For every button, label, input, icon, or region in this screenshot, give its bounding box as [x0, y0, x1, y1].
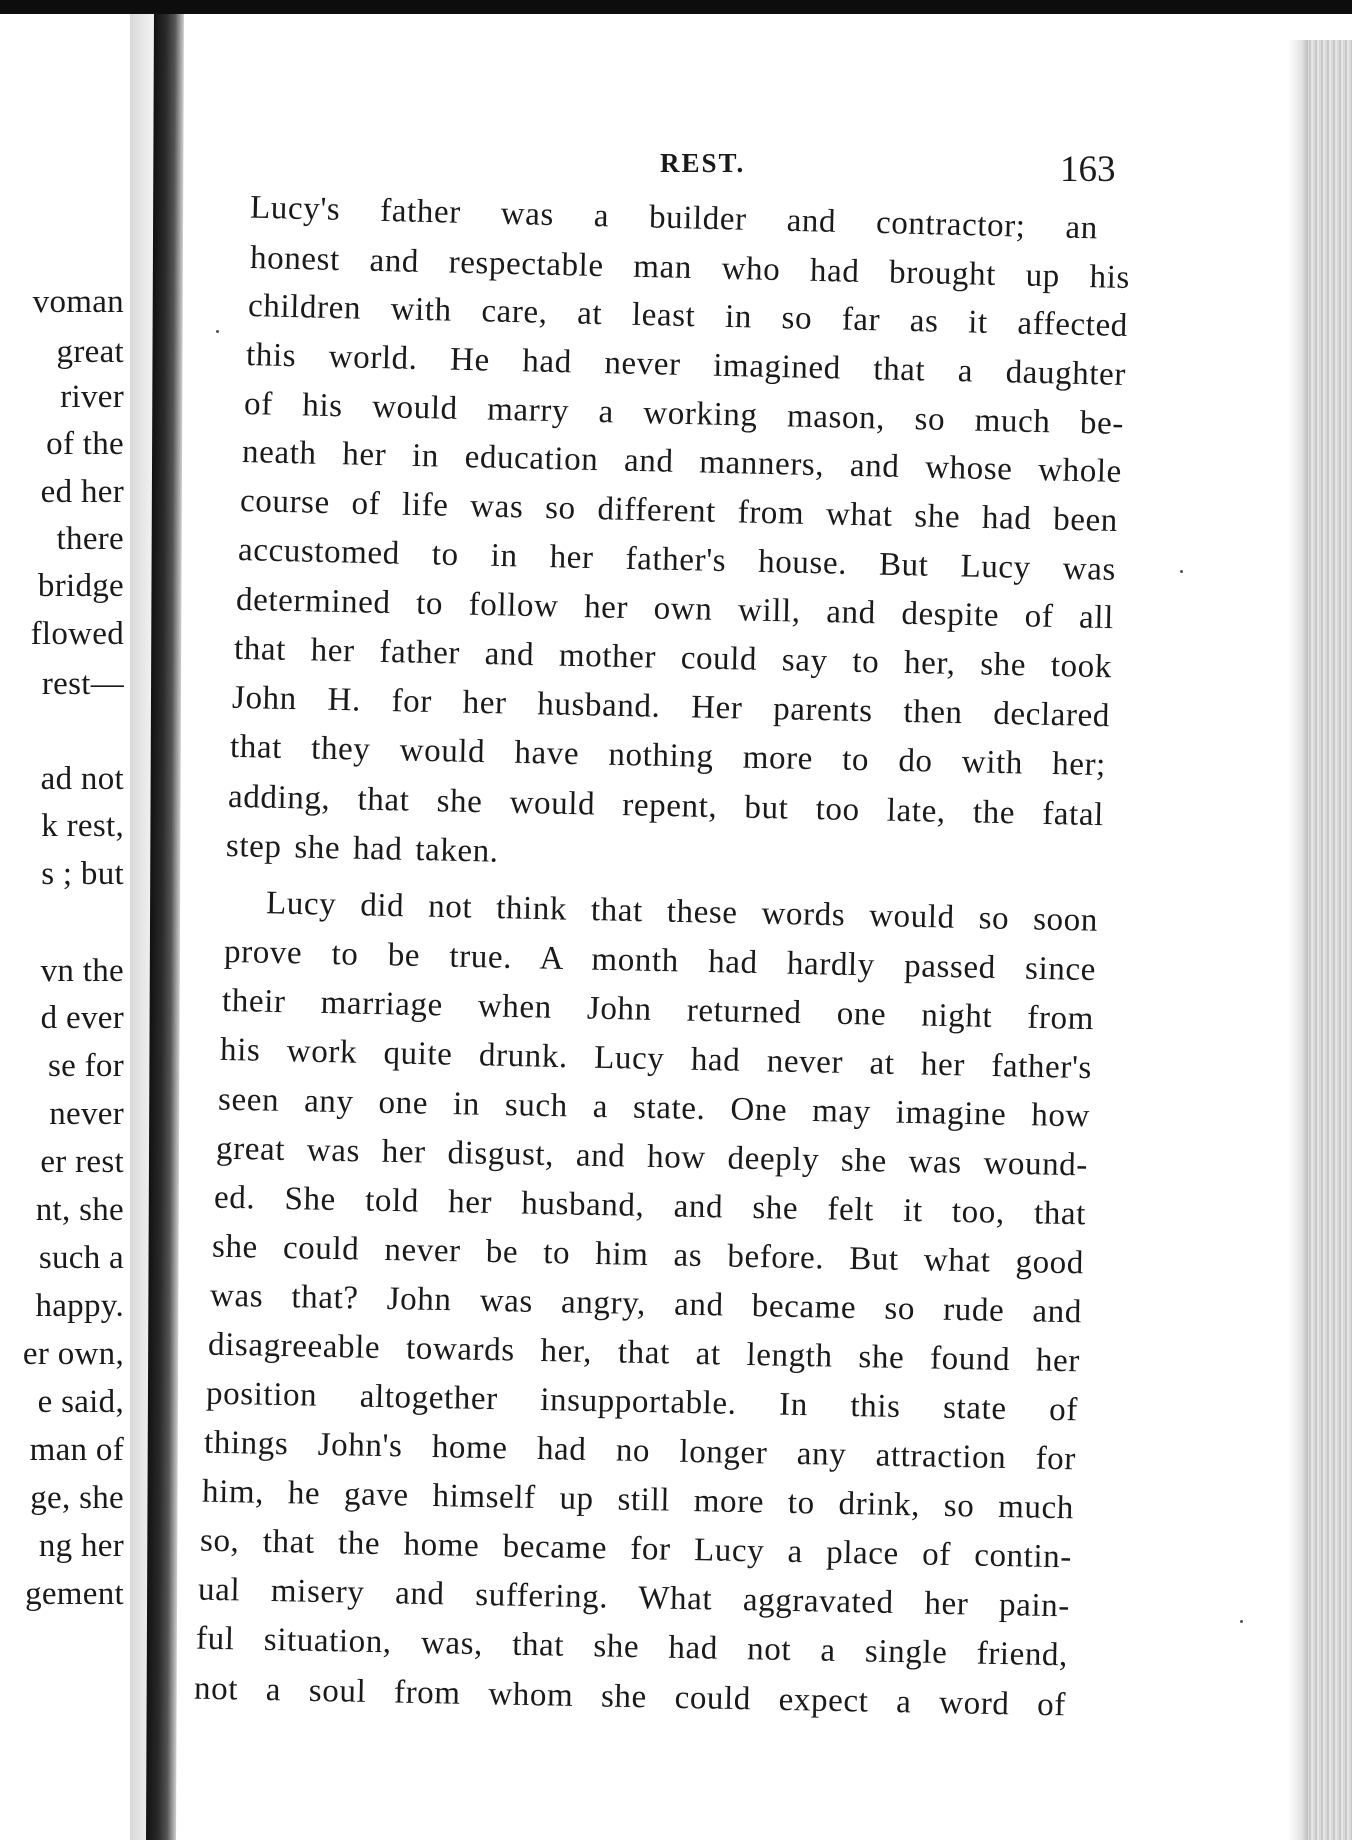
body-line: things John's home had no longer any attraction for [203, 1424, 1077, 1478]
left-fragment-line: e said, [37, 1384, 124, 1420]
scan-speck [1180, 570, 1183, 573]
body-line: Lucy's father was a builder and contractor; an [249, 189, 1099, 247]
body-line: determined to follow her own will, and despite of all [235, 581, 1115, 637]
body-line: prove to be true. A month had hardly passed since [223, 933, 1097, 989]
body-line: his work quite drunk. Lucy had never at her father's [219, 1031, 1093, 1087]
left-page-fragments [0, 0, 130, 1840]
left-fragment-line: gement [25, 1576, 124, 1612]
body-line: ful situation, was, that she had not a single friend, [195, 1620, 1069, 1674]
left-fragment-line: nt, she [35, 1192, 124, 1228]
body-line: so, that the home became for Lucy a place of contin- [199, 1522, 1073, 1576]
body-line: seen any one in such a state. One may imagine how [217, 1081, 1091, 1135]
body-line: this world. He had never imagined that a daughter [245, 337, 1127, 393]
left-fragment-line: voman [32, 284, 124, 320]
left-fragment-line: rest— [41, 666, 124, 702]
scan-speck [216, 330, 219, 333]
book-page [180, 0, 1300, 1840]
left-fragment-line: ed her [40, 474, 124, 510]
body-line: of his would marry a working mason, so much be- [243, 386, 1125, 442]
body-line: accustomed to in her father's house. But Lucy was [237, 532, 1117, 588]
left-fragment-line: never [49, 1096, 124, 1132]
left-fragment-line: great [56, 334, 124, 370]
body-line: course of life was so different from what she had been [239, 483, 1119, 539]
body-line: disagreeable towards her, that at length she found her [207, 1326, 1081, 1380]
left-fragment-line: bridge [37, 568, 124, 604]
left-fragment-line: s ; but [41, 856, 124, 892]
body-line: she could never be to him as before. But what good [211, 1228, 1085, 1282]
left-fragment-line: such a [38, 1240, 124, 1276]
body-line: step she had taken. [225, 828, 499, 870]
body-line: him, he gave himself up still more to drink, so much [201, 1473, 1075, 1527]
page-number: 163 [1060, 149, 1116, 190]
left-fragment-line: er own, [22, 1336, 124, 1372]
left-fragment-line: ge, she [30, 1480, 124, 1516]
body-line: honest and respectable man who had brought up his [249, 240, 1131, 296]
left-fragment-line: there [56, 521, 124, 557]
body-line: neath her in education and manners, and whose whole [241, 434, 1123, 490]
running-head: REST. [660, 148, 746, 178]
left-fragment-line: flowed [30, 616, 124, 652]
scan-speck [1240, 1620, 1243, 1623]
body-line: that they would have nothing more to do with her; [229, 728, 1107, 784]
left-fragment-line: se for [47, 1048, 124, 1084]
body-line: children with care, at least in so far as it affected [247, 288, 1129, 344]
body-line: ed. She told her husband, and she felt it too, that [213, 1179, 1087, 1233]
body-line: Lucy did not think that these words would so soon [265, 885, 1099, 939]
left-fragment-line: er rest [40, 1144, 124, 1180]
left-fragment-line: of the [46, 426, 124, 462]
left-fragment-line: vn the [40, 953, 124, 989]
left-fragment-line: man of [29, 1432, 124, 1468]
body-line: great was her disgust, and how deeply she was wound- [215, 1130, 1089, 1184]
left-fragment-line: happy. [35, 1288, 124, 1324]
left-fragment-line: river [60, 379, 124, 415]
body-line: that her father and mother could say to her, she took [233, 630, 1113, 686]
page-edge-stack [1308, 40, 1352, 1840]
left-fragment-line: d ever [40, 1000, 124, 1036]
body-line: position altogether insupportable. In this state of [205, 1375, 1079, 1429]
left-fragment-line: ad not [40, 761, 124, 797]
body-line: John H. for her husband. Her parents then declared [231, 679, 1111, 735]
body-line: ual misery and suffering. What aggravated her pain- [197, 1571, 1071, 1625]
left-fragment-line: ng her [38, 1528, 124, 1564]
body-line: not a soul from whom she could expect a word of [193, 1670, 1067, 1724]
body-line: was that? John was angry, and became so rude and [209, 1277, 1083, 1331]
body-line: their marriage when John returned one night from [221, 982, 1095, 1038]
body-line: adding, that she would repent, but too late, the fatal [227, 778, 1105, 834]
left-fragment-line: k rest, [41, 808, 124, 844]
